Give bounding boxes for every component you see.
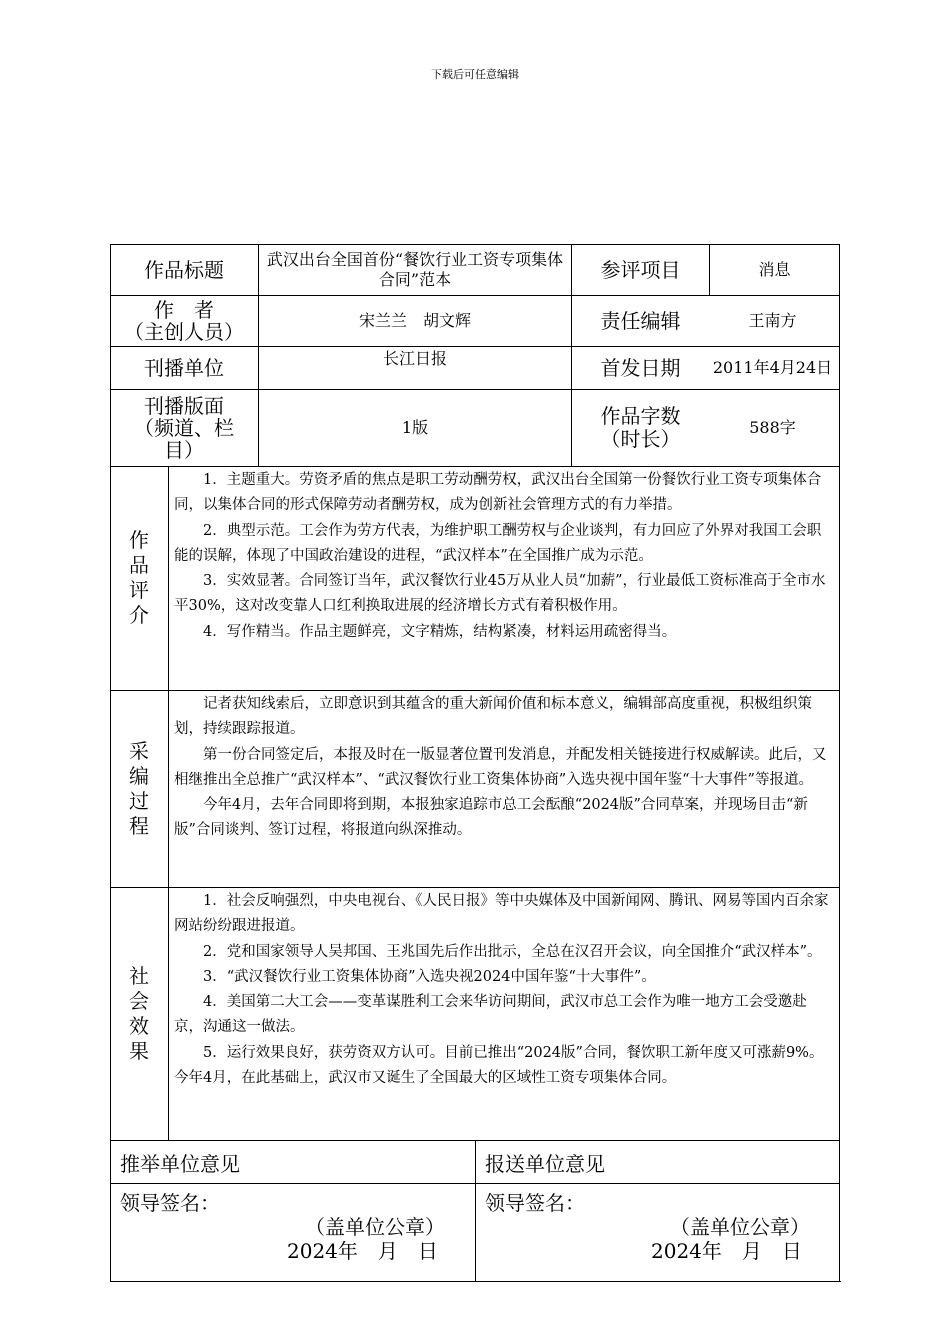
award-form-table	[110, 244, 840, 1282]
recommender-opinion-title: 推举单位意见	[120, 1152, 240, 1176]
first-date-label: 首发日期	[600, 355, 681, 380]
page-value: 1版	[401, 417, 429, 437]
review-paragraph: 1．主题重大。劳资矛盾的焦点是职工劳动酬劳权，武汉出台全国第一份餐饮行业工资专项集体合同，以集体合同的形式保障劳动者酬劳权，成为创新社会管理方式的有力举措。	[174, 472, 822, 514]
process-text	[174, 692, 834, 844]
table-divider	[475, 1140, 476, 1282]
word-count-label-line1: 作品字数	[600, 403, 681, 428]
publisher-value: 长江日报	[382, 349, 447, 369]
effect-section-label: 社会效果	[129, 963, 149, 1063]
recommender-date: 2024年 月 日	[287, 1239, 438, 1263]
submitter-date: 2024年 月 日	[651, 1239, 802, 1263]
word-count-value: 588字	[749, 417, 796, 437]
author-label	[110, 295, 258, 346]
submitter-signature-label: 领导签名：	[485, 1191, 585, 1215]
editor-label: 责任编辑	[600, 308, 681, 333]
effect-paragraph: 4．美国第二大工会——变革谋胜利工会来华访问期间，武汉市总工会作为唯一地方工会受邀赴京，沟通这一做法。	[174, 994, 807, 1036]
editor-value: 王南方	[748, 310, 797, 330]
first-date-value: 2011年4月24日	[712, 357, 833, 377]
recommender-signature-label: 领导签名：	[120, 1191, 220, 1215]
category-label: 参评项目	[600, 257, 681, 282]
word-count-label-line2: （时长）	[600, 426, 681, 451]
submitter-opinion-title: 报送单位意见	[485, 1152, 605, 1176]
page-label-line2: （频道、栏	[134, 415, 234, 440]
title-value: 武汉出台全国首份“餐饮行业工资专项集体合同”范本	[266, 250, 564, 289]
publisher-label: 刊播单位	[144, 355, 224, 380]
review-text	[174, 468, 834, 645]
table-divider	[110, 690, 840, 691]
table-divider	[168, 466, 169, 1140]
author-label-line1: 作 者	[154, 297, 214, 322]
recommender-seal-note: （盖单位公章）	[305, 1215, 445, 1239]
table-divider	[110, 466, 840, 467]
table-border-right	[839, 244, 840, 1282]
page-label-line3: 目）	[164, 437, 204, 462]
process-paragraph: 第一份合同签定后，本报及时在一版显著位置刊发消息，并配发相关链接进行权威解读。此后，又相继推出全总推广“武汉样本”、“武汉餐饮行业工资集体协商”入选央视中国年鉴“十大事件”等报道。	[174, 746, 827, 788]
category-value: 消息	[758, 259, 791, 279]
table-divider	[110, 887, 840, 888]
top-note: 下载后可任意编辑	[431, 68, 519, 81]
effect-paragraph: 2．党和国家领导人吴邦国、王兆国先后作出批示，全总在汉召开会议，向全国推介“武汉样本”。	[203, 943, 822, 960]
review-paragraph: 4．写作精当。作品主题鲜亮，文字精炼，结构紧凑，材料运用疏密得当。	[203, 623, 677, 640]
review-paragraph: 3．实效显著。合同签订当年，武汉餐饮行业45万从业人员“加薪”，行业最低工资标准高于全市水平30%，这对改变靠人口红利换取进展的经济增长方式有着积极作用。	[174, 573, 826, 615]
effect-text	[174, 889, 834, 1091]
process-paragraph: 今年4月，去年合同即将到期，本报独家追踪市总工会酝酿“2024版”合同草案，并现场目击“新版”合同谈判、签订过程，将报道向纵深推动。	[174, 797, 808, 839]
review-section-label: 作品评介	[129, 528, 149, 627]
submitter-seal-note: （盖单位公章）	[670, 1215, 810, 1239]
page-label	[110, 389, 258, 466]
effect-paragraph: 5．运行效果良好，获劳资双方认可。目前已推出“2024版”合同，餐饮职工新年度又可涨薪9%。今年4月，在此基础上，武汉市又诞生了全国最大的区域性工资专项集体合同。	[174, 1044, 824, 1087]
review-paragraph: 2．典型示范。工会作为劳方代表，为维护职工酬劳权与企业谈判，有力回应了外界对我国工会职能的误解，体现了中国政治建设的进程，“武汉样本”在全国推广成为示范。	[174, 522, 822, 564]
author-value: 宋兰兰 胡文辉	[358, 310, 471, 330]
effect-paragraph: 3．“武汉餐饮行业工资集体协商”入选央视2024中国年鉴“十大事件”。	[203, 968, 656, 985]
title-label: 作品标题	[144, 257, 224, 282]
author-label-line2: （主创人员）	[124, 319, 244, 344]
effect-paragraph: 1．社会反响强烈，中央电视台、《人民日报》等中央媒体及中国新闻网、腾讯、网易等国内百余家网站纷纷跟进报道。	[174, 893, 829, 935]
process-section-label: 采编过程	[129, 738, 149, 838]
page-label-line1: 刊播版面	[144, 393, 224, 418]
process-paragraph: 记者获知线索后，立即意识到其蕴含的重大新闻价值和标本意义，编辑部高度重视，积极组织策划，持续跟踪报道。	[174, 696, 812, 738]
